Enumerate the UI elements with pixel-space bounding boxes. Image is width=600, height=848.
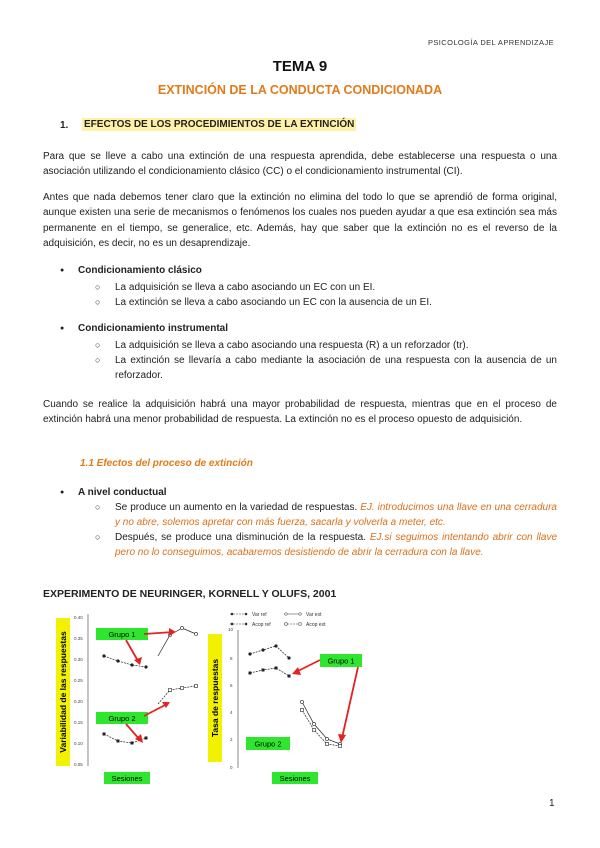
page-title: TEMA 9 [272, 58, 328, 75]
bullet-label: Condicionamiento instrumental [78, 323, 229, 334]
legend [230, 612, 326, 628]
left-ylabel: Variabilidad de las respuestas [58, 631, 68, 753]
tick-label: 0.05 [74, 762, 83, 767]
legend-item: Acop ext [306, 622, 326, 628]
list-item: ○ Después, se produce una disminución de la respuesta. EJ.si seguimos intentando abrir con llave pero no lo conseguimos, acabaremos desistiendo de abrir la cerradura con la llave. [95, 532, 558, 559]
list-item: ○ La adquisición se lleva a cabo asociando una respuesta (R) a un reforzador (tr). [95, 338, 557, 353]
section-title: EFECTOS DE LOS PROCEDIMIENTOS DE LA EXTINCIÓN [84, 119, 355, 130]
tick-label: 0.40 [74, 615, 83, 620]
bullet-label: Condicionamiento clásico [78, 265, 202, 276]
example-text: EJ. introducimos una llave en una cerradura y no abre, solemos apretar con más fuerza, sacarla y volverla a meter, etc. [115, 502, 557, 529]
tick-label: 0.10 [74, 741, 83, 746]
series-acop-ext [302, 710, 340, 746]
right-group1-label: Grupo 1 [327, 656, 355, 666]
arrow-heads [292, 667, 346, 743]
left-group2-label: Grupo 2 [108, 714, 136, 723]
legend-item: Var ext [306, 612, 322, 618]
paragraph-1: Para que se lleve a cabo una extinción de una respuesta aprendida, debe establecerse una respuesta o una asociación utilizando el condicionamiento clásico (CC) o el condicionamiento instrumental (CI). [43, 151, 557, 178]
experiment-title: EXPERIMENTO DE NEURINGER, KORNELL Y OLUFS, 2001 [43, 588, 337, 600]
left-tick-labels [74, 615, 83, 767]
right-ylabel: Tasa de respuestas [210, 658, 220, 738]
bullet-label: A nivel conductual [78, 487, 167, 498]
right-panel [208, 612, 362, 784]
page-subtitle: EXTINCIÓN DE LA CONDUCTA CONDICIONADA [157, 83, 443, 97]
tick-label: 4 [230, 710, 233, 715]
experiment-figure [52, 606, 362, 788]
paragraph-2: Antes que nada debemos tener claro que la extinción no elimina del todo lo que se aprendió de forma original, aunque existen una serie de mecanismos o fenómenos los cuales nos pueden ayudar a que esa extinción sea más permanente en el tiempo, se generalice, etc. Además, hay que saber que la extinción no es el reverso de la adquisición, es decir, no es un desaprendizaje. [43, 192, 557, 249]
list-item-text: La adquisición se lleva a cabo asociando una respuesta (R) a un reforzador (tr). [115, 340, 469, 351]
tick-label: 0.30 [74, 657, 83, 662]
tick-label: 8 [230, 656, 233, 661]
left-xlabel: Sesiones [111, 774, 143, 783]
series-var-ref [250, 646, 289, 658]
paragraph-3: Cuando se realice la adquisición habrá una mayor probabilidad de respuesta, mientras que en el proceso de extinción habrá una menor probabilidad de respuesta. La extinción no es el proceso opuesto de adquisición. [43, 399, 557, 426]
running-header: PSICOLOGÍA DEL APRENDIZAJE [428, 38, 554, 47]
series-acop-ext-points [169, 685, 198, 692]
example-text: EJ.si seguimos intentando abrir con llave pero no lo conseguimos, acabaremos desistiendo de abrir la cerradura con la llave. [115, 532, 558, 559]
tick-label: 0.35 [74, 636, 83, 641]
bullet-classical [60, 265, 202, 276]
tick-label: 2 [230, 737, 233, 742]
bullet-instrumental [60, 323, 228, 334]
list-item-text: Después, se produce una disminución de la respuesta. [115, 532, 367, 543]
list-item: ○ La extinción se llevaría a cabo mediante la asociación de una respuesta con la ausencia de un reforzador. [95, 353, 557, 384]
page-number: 1 [549, 798, 555, 809]
list-item: ○ Se produce un aumento en la variedad de respuestas. EJ. introducimos una llave en una cerradura y no abre, solemos apretar con más fuerza, sacarla y volverla a meter, etc. [95, 502, 557, 529]
series-var-ref-points [248, 644, 290, 659]
series-acop-ref [250, 668, 289, 676]
list-item-text: La adquisición se lleva a cabo asociando un EC con un EI. [115, 282, 376, 293]
list-item-text: La extinción se llevaría a cabo mediante la asociación de una respuesta con la ausencia de un reforzador. [115, 355, 557, 382]
right-tick-labels [228, 627, 234, 770]
series-acop-ext-points [301, 709, 342, 748]
tick-label: 0 [230, 765, 233, 770]
series-var-ext-points [300, 700, 341, 745]
bullet-behavioral [60, 487, 167, 498]
tick-label: 0.20 [74, 699, 83, 704]
tick-label: 0.25 [74, 678, 83, 683]
left-group1-label: Grupo 1 [108, 630, 136, 639]
legend-item: Var ref [252, 612, 267, 618]
series-acop-ext [158, 686, 196, 704]
list-item-text: Se produce un aumento en la variedad de respuestas. [115, 502, 358, 513]
arrow-heads [134, 628, 176, 743]
left-panel [56, 614, 198, 784]
subsection-title: 1.1 Efectos del proceso de extinción [80, 458, 253, 469]
list-item: ○ La extinción se lleva a cabo asociando un EC con la ausencia de un EI. [95, 295, 557, 310]
tick-label: 0.15 [74, 720, 83, 725]
legend-item: Acop ref [252, 622, 271, 628]
section-number: 1. [60, 120, 69, 131]
list-item-text: La extinción se lleva a cabo asociando un EC con la ausencia de un EI. [115, 297, 432, 308]
list-item: ○ La adquisición se lleva a cabo asociando un EC con un EI. [95, 280, 557, 295]
tick-label: 10 [228, 627, 234, 632]
tick-label: 6 [230, 683, 233, 688]
right-xlabel: Sesiones [279, 774, 311, 783]
right-arrows [296, 660, 358, 738]
right-group2-label: Grupo 2 [254, 739, 282, 749]
